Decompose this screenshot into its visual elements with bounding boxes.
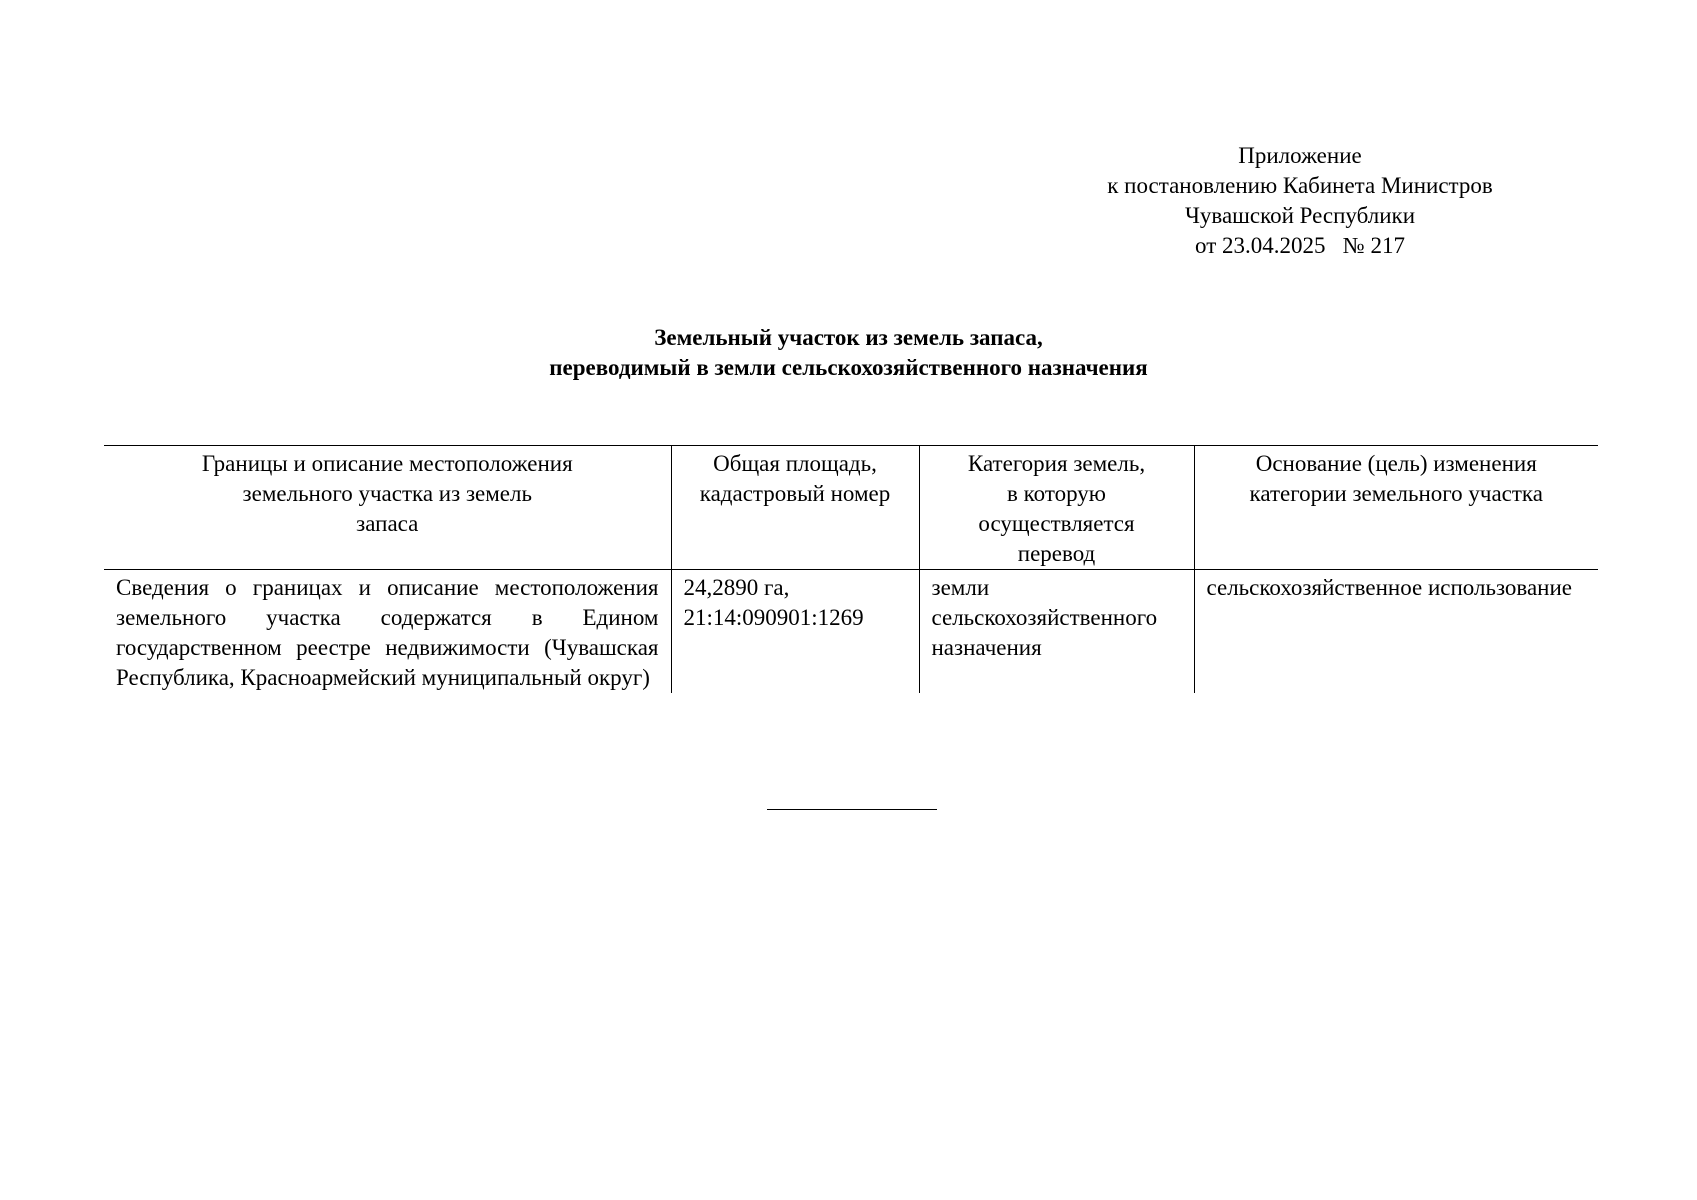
plot-area: 24,2890 га,: [683, 575, 790, 600]
closing-divider: [767, 809, 937, 810]
header-boundaries: Границы и описание местоположения земельного участка из земель запаса: [104, 446, 671, 570]
header-area-cadastral: Общая площадь, кадастровый номер: [671, 446, 919, 570]
appendix-block: [1050, 141, 1550, 261]
cell-description: Сведения о границах и описание местоположения земельного участка содержатся в Едином государственном реестре недвижимости (Чувашская Республика, Красноармейский муниципальный округ): [116, 575, 659, 690]
appendix-date: от 23.04.2025: [1195, 233, 1326, 258]
appendix-republic-line: Чувашской Республики: [1184, 203, 1416, 228]
table-row: [104, 570, 1598, 694]
appendix-number: № 217: [1342, 233, 1405, 258]
header-land-category: Категория земель, в которую осуществляется перевод: [919, 446, 1194, 570]
cell-land-category: земли сельскохозяйственного назначения: [919, 570, 1194, 694]
document-title-line-2: переводимый в земли сельскохозяйственного назначения: [549, 355, 1148, 380]
cell-change-basis: сельскохозяйственное использование: [1194, 570, 1598, 694]
document-title-line-1: Земельный участок из земель запаса,: [654, 325, 1043, 350]
cell-area-cadastral: [671, 570, 919, 694]
document-title: [0, 323, 1697, 383]
table-header-row: [104, 446, 1598, 570]
cadastral-number: 21:14:090901:1269: [683, 605, 864, 630]
appendix-resolution-line: к постановлению Кабинета Министров: [1107, 173, 1493, 198]
appendix-date-line: [1050, 231, 1550, 261]
header-change-basis: Основание (цель) изменения категории земельного участка: [1194, 446, 1598, 570]
appendix-title: Приложение: [1238, 143, 1362, 168]
land-plot-table: [104, 445, 1598, 693]
